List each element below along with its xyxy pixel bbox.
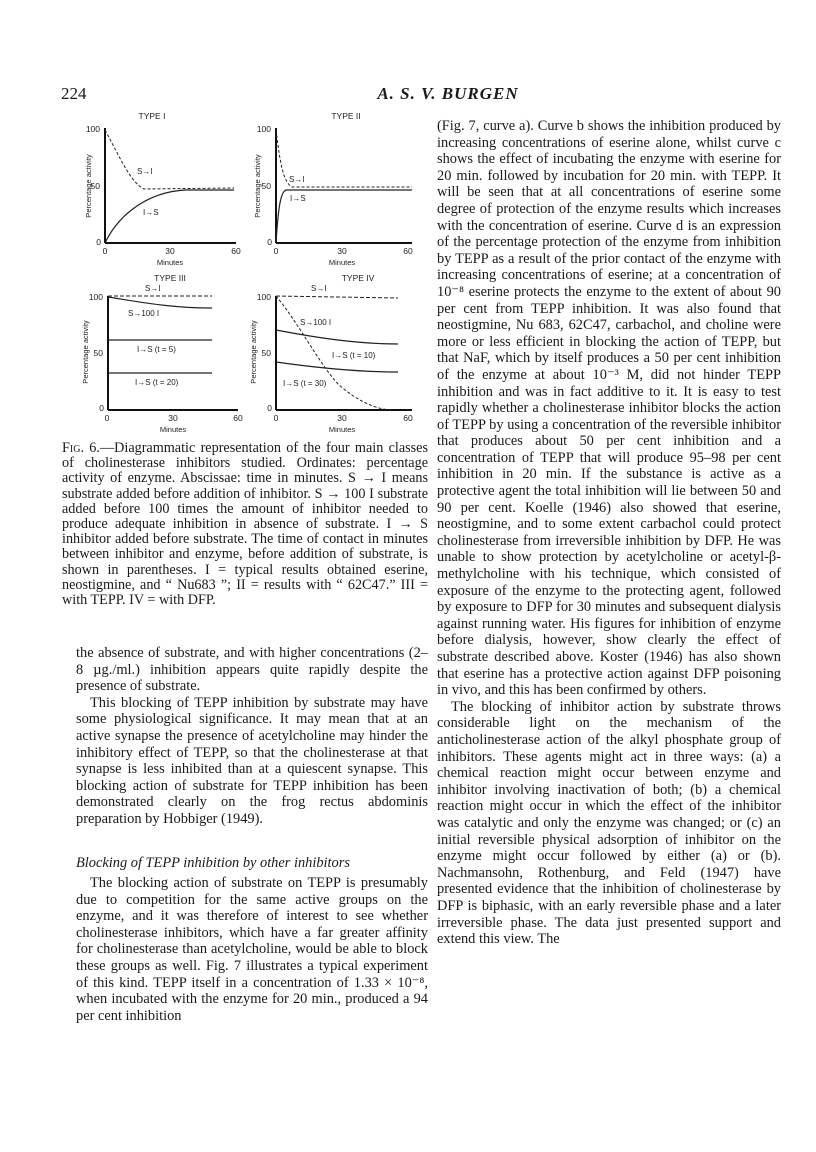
svg-text:Percentage activity: Percentage activity (84, 154, 93, 218)
svg-text:Percentage activity: Percentage activity (81, 320, 90, 384)
svg-text:30: 30 (165, 246, 175, 256)
svg-text:60: 60 (233, 413, 243, 423)
chart-title: TYPE III (154, 273, 186, 283)
page-number: 224 (61, 84, 87, 103)
svg-text:S→I: S→I (289, 175, 305, 184)
svg-text:100: 100 (85, 124, 100, 134)
svg-text:60: 60 (403, 246, 413, 256)
svg-text:50: 50 (93, 348, 103, 358)
svg-text:I→S (t = 10): I→S (t = 10) (332, 351, 376, 360)
caption-text: —Diagrammatic representation of the four main classes of cholinesterase inhibitors studied. Ordinates: percentage activity of enzyme. Abscissae: time in minutes. S → I means substrate added before addition of inhibitor. S → 100 I substrate added before 100 times the amount of inhibitor needed to produce adequate inhibition in absence of substrate. I → S inhibitor added before substrate. The time of contact in minutes between inhibitor and enzyme, before addition of substrate, is shown in parentheses. I = typical results obtained eserine, neostigmine, and “ Nu683 ”; II = results with “ 62C47.” III = with TEPP. IV = with DFP. (62, 440, 428, 609)
section-heading: Blocking of TEPP inhibition by other inhibitors (76, 855, 350, 871)
svg-text:Minutes: Minutes (328, 258, 356, 267)
svg-text:S→I: S→I (145, 284, 161, 293)
paragraph: The blocking action of substrate on TEPP is presumably due to competition for the same active groups on the enzyme, and it was therefore of interest to see whether cholinesterase inhibitors, which have a far greater affinity for cholinesterase than acetylcholine, would be able to block these groups as well. Fig. 7 illustrates a typical experiment of this kind. TEPP itself in a concentration of 1.33 × 10⁻⁸, when incubated with the enzyme for 20 min., produced a 94 per cent inhibition (76, 875, 428, 1024)
svg-text:0: 0 (267, 403, 272, 413)
svg-text:30: 30 (337, 413, 347, 423)
svg-text:S→I: S→I (137, 167, 153, 176)
svg-text:S→100 I: S→100 I (128, 309, 160, 318)
paragraph: the absence of substrate, and with higher concentrations (2–8 µg./ml.) inhibition appears quite rapidly despite the presence of substrate. (76, 645, 428, 695)
svg-text:0: 0 (96, 237, 101, 247)
left-column-section (76, 875, 428, 1024)
author-name: A. S. V. BURGEN (377, 84, 519, 103)
svg-text:30: 30 (168, 413, 178, 423)
svg-text:Minutes: Minutes (156, 258, 184, 267)
paragraph: (Fig. 7, curve a). Curve b shows the inhibition produced by increasing concentrations of eserine alone, whilst curve c shows the effect of incubating the enzyme with eserine for 20 min. followed by incubation for 20 min. with TEPP. It will be seen that at all concentrations of eserine some degree of protection of the enzyme results which increases with the concentration of eserine. Curve d is an expression of the percentage protection of the enzyme from inhibition by TEPP as a result of the prior contact of the enzyme with increasing concentrations of eserine; at a concentration of 10⁻⁸ eserine protects the enzyme to the extent of about 90 per cent from TEPP inhibition. It was also found that neostigmine, Nu 683, 62C47, carbachol, and choline were more or less efficient in blocking the action of TEPP, but that NaF, which by itself produces a 50 per cent inhibition of the enzyme at about 10⁻³ M, did not hinder TEPP inhibition and was in fact additive to it. It is easy to test rapidly whether a cholinesterase inhibitor blocks the action of TEPP by using a concentration of the reversible inhibitor that produces about 50 per cent inhibition and a concentration of TEPP that will produce 95–98 per cent inhibition in 20 min. If the substance is active as a protective agent the total inhibition will lie between 50 and 90 per cent. Koelle (1946) also showed that eserine, neostigmine, and to some extent carbachol could protect cholinesterase from irreversible inhibition by DFP. He was unable to show protection by acetylcholine or acetyl-β-methylcholine with his technique, which consisted of exposure of the enzyme to the protecting agent, followed by exposure to DFP for 30 minutes and subsequent dialysis against running water. His figures for inhibition of enzyme before dialysis, however, show clearly the effect of substrate described above. Koster (1946) has also shown that eserine has a protective action against DFP poisoning in vivo, and this has been confirmed by others. (437, 118, 781, 699)
svg-text:I→S (t = 30): I→S (t = 30) (283, 379, 327, 388)
svg-text:60: 60 (231, 246, 241, 256)
chart-title: TYPE I (138, 111, 166, 121)
chart-type-2 (238, 112, 418, 272)
paragraph: The blocking of inhibitor action by substrate throws considerable light on the mechanism of the anticholinesterase action of the alkyl phosphate group of inhibitors. These agents might act in three ways: (a) a chemical reaction might occur between enzyme and inhibitor involving inactivation of both; (b) a chemical reaction might occur in which the effect of the inhibitor was catalytic and only the enzyme was changed; or (c) an initial reversible physical adsorption of inhibitor on the enzyme might occur followed by either (a) or (b). Nachmansohn, Rothenburg, and Feld (1947) have presented evidence that the inhibition of cholinesterase by DFP is biphasic, with an early reversible phase and a later irreversible phase. The data just presented support and extend this view. The (437, 698, 781, 948)
svg-text:0: 0 (99, 403, 104, 413)
svg-text:I→S: I→S (290, 194, 306, 203)
svg-text:100: 100 (256, 124, 271, 134)
svg-text:Minutes: Minutes (328, 425, 356, 434)
right-column-body (437, 118, 781, 948)
svg-text:0: 0 (104, 413, 110, 423)
caption-label: Fig. 6. (62, 440, 100, 456)
running-head (0, 84, 816, 104)
svg-text:50: 50 (261, 181, 271, 191)
svg-text:60: 60 (403, 413, 413, 423)
svg-text:S→100 I: S→100 I (300, 318, 332, 327)
chart-title: TYPE II (331, 111, 361, 121)
figure-caption (62, 441, 428, 608)
svg-text:I→S (t = 20): I→S (t = 20) (135, 378, 179, 387)
svg-text:100: 100 (256, 292, 271, 302)
svg-text:0: 0 (267, 237, 272, 247)
svg-text:50: 50 (261, 348, 271, 358)
chart-title: TYPE IV (341, 273, 375, 283)
svg-text:30: 30 (337, 246, 347, 256)
svg-text:0: 0 (273, 413, 279, 423)
chart-type-4 (238, 272, 418, 432)
chart-type-1 (60, 112, 240, 272)
svg-text:Percentage activity: Percentage activity (249, 320, 258, 384)
svg-text:50: 50 (90, 181, 100, 191)
svg-text:Minutes: Minutes (159, 425, 187, 434)
chart-type-3 (60, 272, 243, 434)
svg-text:S→I: S→I (311, 284, 327, 293)
svg-text:Percentage activity: Percentage activity (253, 154, 262, 218)
svg-text:100: 100 (88, 292, 103, 302)
svg-text:I→S: I→S (143, 208, 159, 217)
left-column-body (76, 645, 428, 828)
svg-text:0: 0 (102, 246, 108, 256)
paragraph: This blocking of TEPP inhibition by substrate may have some physiological significance. It may mean that at an active synapse the presence of acetylcholine may hinder the inhibitory effect of TEPP, so that the cholinesterase at that synapse is less inhibited than at a quiescent synapse. This blocking action of substrate for TEPP inhibition has been demonstrated clearly on the frog rectus abdominis preparation by Hobbiger (1949). (76, 694, 428, 827)
svg-text:I→S (t = 5): I→S (t = 5) (137, 345, 176, 354)
svg-text:0: 0 (273, 246, 279, 256)
figure-6 (60, 112, 432, 432)
